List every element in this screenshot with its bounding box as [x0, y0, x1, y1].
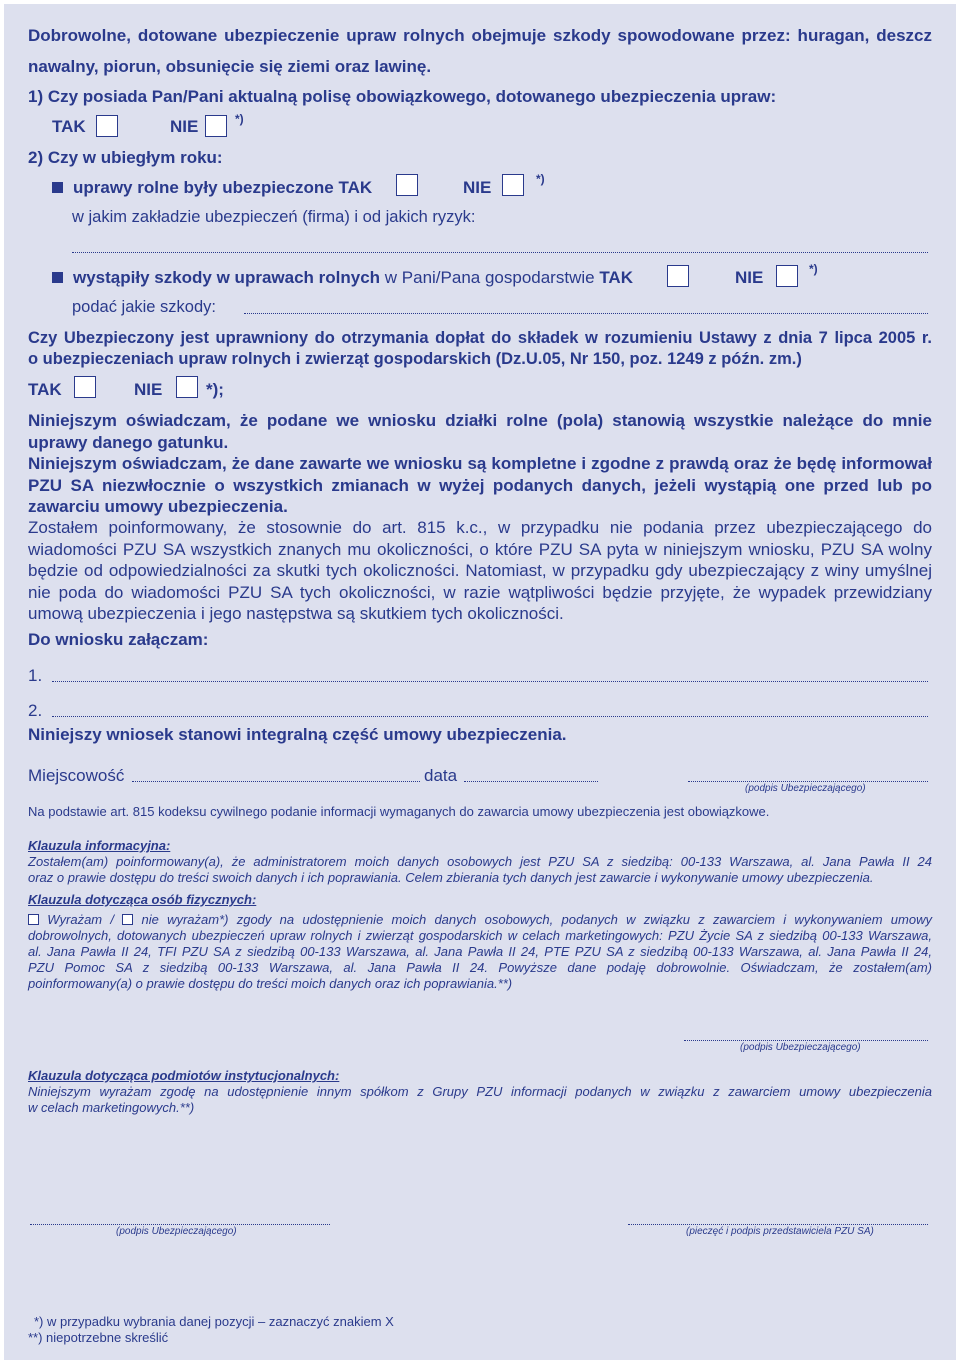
attachment-line-1[interactable]	[52, 681, 928, 682]
q2-specify-label: podać jakie szkody:	[72, 298, 216, 316]
signature-caption: (podpis Ubezpieczającego)	[745, 783, 866, 794]
subsidy-footnote-mark: *);	[206, 380, 224, 399]
subsidy-nie-label: NIE	[134, 380, 163, 399]
question-1: 1) Czy posiada Pan/Pani aktualną polisę obowiązkowego, dotowanego ubezpieczenia upraw:	[28, 87, 777, 106]
intro-line-1: Dobrowolne, dotowane ubezpieczenie upraw rolnych obejmuje szkody spowodowane przez: huragan, deszcz	[28, 26, 932, 45]
footnote-2: **) niepotrzebne skreślić	[28, 1330, 169, 1345]
subsidy-tak-label: TAK	[28, 380, 62, 399]
persons-clause-line-3: al. Jana Pawła II 24, TFI PZU SA z siedzibą 00-133 Warszawa, al. Jana Pawła II 24, PTE PZU SA z siedzibą 00-133 Warszawa, al. Jana Pawła II 24,	[28, 944, 932, 959]
form-page	[4, 4, 956, 1360]
q2-damage-nie-label: NIE	[735, 268, 764, 287]
intro-line-2: nawalny, piorun, obsunięcie się ziemi oraz lawinę.	[28, 57, 432, 76]
subsidy-line-1: Czy Ubezpieczony jest uprawniony do otrzymania dopłat do składek w rozumieniu Ustawy z dnia 7 lipca 2005 r.	[28, 329, 932, 347]
subsidy-nie-checkbox[interactable]	[176, 376, 198, 398]
institutional-signature-right-field[interactable]	[628, 1224, 928, 1225]
persons-clause-title: Klauzula dotycząca osób fizycznych:	[28, 892, 257, 907]
attachments-title: Do wniosku załączam:	[28, 630, 209, 649]
persons-signature-field[interactable]	[684, 1040, 928, 1041]
institutional-clause-line-2: w celach marketingowych.**)	[28, 1100, 195, 1115]
institutional-signature-left-caption: (podpis Ubezpieczającego)	[116, 1226, 237, 1237]
place-field[interactable]	[132, 781, 420, 782]
footnote-1: *) w przypadku wybrania danej pozycji – zaznaczyć znakiem X	[34, 1314, 394, 1329]
q2-damage-nie-checkbox[interactable]	[776, 265, 798, 287]
q2-damage-tak: TAK	[599, 268, 633, 287]
persons-clause-line-1	[28, 912, 932, 927]
bullet-icon	[52, 182, 63, 193]
attachment-number-2: 2.	[28, 701, 43, 720]
attachment-number-1: 1.	[28, 666, 43, 685]
institutional-clause-title: Klauzula dotycząca podmiotów instytucjonalnych:	[28, 1068, 340, 1083]
q2-crops-nie-checkbox[interactable]	[502, 174, 524, 196]
art-815-notice: Zostałem poinformowany, że stosownie do art. 815 k.c., w przypadku nie podania przez ubezpieczającego do wiadomości PZU SA wszystkich znanych mu okoliczności, o które PZU SA pyta w niniejszym wniosku, PZU SA wolny będzie od odpowiedzialności za skutki tych okoliczności. Natomiast, w przypadku gdy ubezpieczający z winy umyślnej nie poda do wiadomości PZU SA tych okoliczności, w razie wątpliwości będzie przyjęte, że wypadek przewidziany umową ubezpieczenia i jego następstwa są skutkiem tych okoliczności.	[28, 518, 932, 623]
bullet-icon	[52, 272, 63, 283]
persons-clause-line-5: poinformowany(a) o prawie dostępu do treści moich danych oraz ich poprawiania.**)	[28, 976, 513, 991]
declaration-1: Niniejszym oświadczam, że podane we wniosku działki rolne (pola) stanowią wszystkie należące do mnie uprawy danego gatunku.	[28, 411, 932, 452]
q1-tak-label: TAK	[52, 117, 86, 136]
persons-clause-line-4: PZU Pomoc SA z siedzibą 00-133 Warszawa, al. Jana Pawła II 24. Powyższe dane podaję dobrowolnie. Oświadczam, że zostałem(am)	[28, 960, 932, 975]
q1-nie-checkbox[interactable]	[205, 115, 227, 137]
q2-crops-nie-label: NIE	[463, 178, 492, 197]
damage-answer-line[interactable]	[244, 313, 928, 314]
q2-which-insurer: w jakim zakładzie ubezpieczeń (firma) i od jakich ryzyk:	[72, 208, 476, 226]
consent-rest: nie wyrażam*) zgody na udostępnienie moich danych osobowych, podanych w związku z zawarciem i wykonywaniem umowy	[141, 912, 932, 927]
q2-damage-bold: wystąpiły szkody w uprawach rolnych	[73, 268, 381, 287]
question-2: 2) Czy w ubiegłym roku:	[28, 148, 223, 167]
consent-yes-checkbox[interactable]	[28, 914, 39, 925]
date-label: data	[424, 766, 458, 785]
info-clause-line-1: Zostałem(am) poinformowany(a), że administratorem moich danych osobowych jest PZU SA z siedzibą: 00-133 Warszawa, al. Jana Pawła II 24	[28, 854, 932, 869]
date-field[interactable]	[464, 781, 598, 782]
institutional-signature-left-field[interactable]	[30, 1224, 330, 1225]
info-clause-title: Klauzula informacyjna:	[28, 838, 171, 853]
consent-yes-label: Wyrażam /	[47, 912, 114, 927]
attachment-line-2[interactable]	[52, 716, 928, 717]
subsidy-tak-checkbox[interactable]	[74, 376, 96, 398]
institutional-signature-right-caption: (pieczęć i podpis przedstawiciela PZU SA)	[686, 1226, 874, 1237]
q2-damage-rest: w Pani/Pana gospodarstwie	[384, 268, 595, 287]
q1-nie-label: NIE	[170, 117, 199, 136]
q2-footnote-mark: *)	[536, 172, 545, 186]
signature-field[interactable]	[688, 781, 928, 782]
subsidy-line-2: o ubezpieczeniach upraw rolnych i zwierząt gospodarskich (Dz.U.05, Nr 150, poz. 1249 z późn. zm.)	[28, 350, 802, 368]
declaration-2: Niniejszym oświadczam, że dane zawarte we wniosku są kompletne i zgodne z prawdą oraz że będę informował PZU SA niezwłocznie o wszystkich zmianach w wyżej podanych danych, jeżeli wystąpią one przed lub po zawarciu umowy ubezpieczenia.	[28, 454, 932, 516]
integral-statement: Niniejszy wniosek stanowi integralną część umowy ubezpieczenia.	[28, 725, 567, 744]
persons-signature-caption: (podpis Ubezpieczającego)	[740, 1042, 861, 1053]
institutional-clause-line-1: Niniejszym wyrażam zgodę na udostępnienie innym spółkom z Grupy PZU informacji podanych w związku z zawarciem umowy ubezpieczenia	[28, 1084, 932, 1099]
q2-damage-question	[73, 268, 633, 288]
q1-footnote-mark: *)	[235, 112, 244, 126]
q2-damage-tak-checkbox[interactable]	[667, 265, 689, 287]
q2-crops-tak-checkbox[interactable]	[396, 174, 418, 196]
q2-crops-insured: uprawy rolne były ubezpieczone TAK	[73, 178, 373, 197]
q2-damage-footnote-mark: *)	[809, 262, 818, 276]
legal-note: Na podstawie art. 815 kodeksu cywilnego podanie informacji wymaganych do zawarcia umowy ubezpieczenia jest obowiązkowe.	[28, 804, 770, 819]
info-clause-line-2: oraz o prawie dostępu do treści swoich danych i ich poprawiania. Celem zbierania tych danych jest zawarcie i wykonywanie umowy ubezpieczenia.	[28, 870, 874, 885]
consent-no-checkbox[interactable]	[122, 914, 133, 925]
place-label: Miejscowość	[28, 766, 125, 785]
insurer-answer-line[interactable]	[72, 252, 928, 253]
persons-clause-line-2: dobrowolnych, dotowanych ubezpieczeń upraw rolnych i zwierząt gospodarskich w celach marketingowych: PZU Życie SA z siedzibą 00-133 Warszawa,	[28, 928, 932, 943]
q1-tak-checkbox[interactable]	[96, 115, 118, 137]
